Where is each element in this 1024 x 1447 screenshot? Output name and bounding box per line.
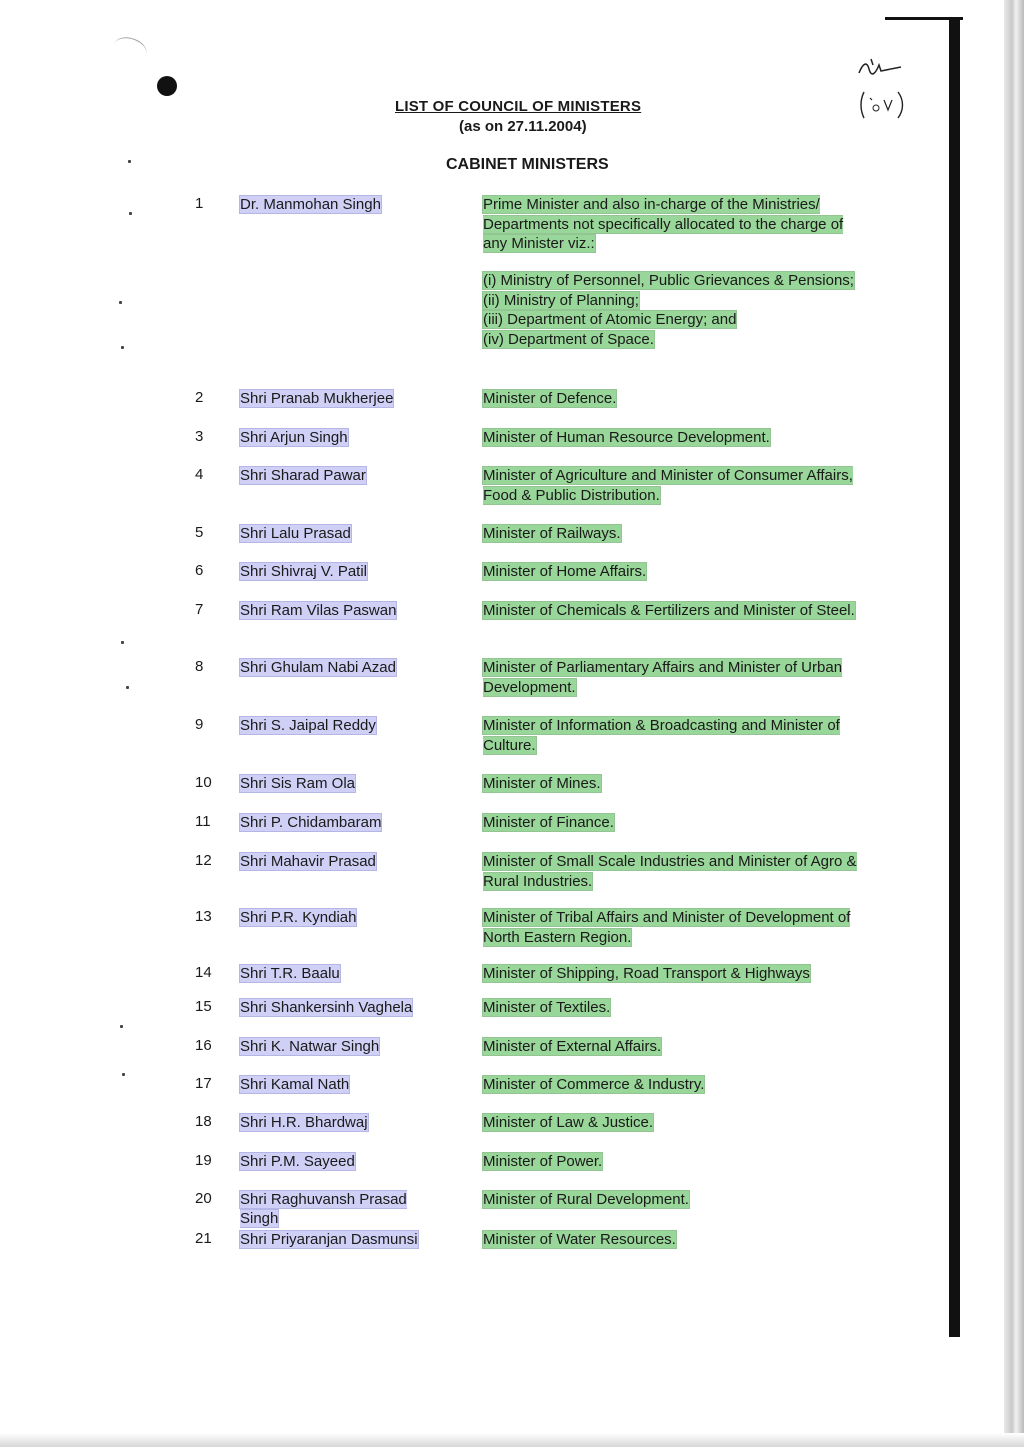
row-number: 11 <box>195 813 211 830</box>
pm-sublist-item: (ii) Ministry of Planning; <box>483 291 639 309</box>
minister-name: Shri Shivraj V. Patil <box>240 563 368 580</box>
minister-portfolio: Minister of Railways. <box>483 525 621 542</box>
minister-name: Shri Pranab Mukherjee <box>240 390 394 407</box>
margin-dot <box>120 1025 123 1028</box>
handwritten-signature <box>855 55 905 80</box>
row-number: 13 <box>195 908 212 925</box>
row-number: 16 <box>195 1037 212 1054</box>
section-heading: CABINET MINISTERS <box>446 156 609 173</box>
minister-portfolio: Minister of Home Affairs. <box>483 563 647 580</box>
document-date: (as on 27.11.2004) <box>459 118 587 135</box>
minister-portfolio: Minister of Shipping, Road Transport & Highways <box>483 965 810 982</box>
row-number: 9 <box>195 716 204 733</box>
punch-hole <box>157 76 177 96</box>
minister-portfolio: Minister of Finance. <box>483 814 614 831</box>
minister-name: Shri P.R. Kyndiah <box>240 909 357 926</box>
minister-portfolio: Minister of Textiles. <box>483 999 611 1016</box>
minister-name: Shri Raghuvansh Prasad Singh <box>240 1191 407 1227</box>
minister-portfolio: Minister of Information & Broadcasting and Minister of Culture. <box>483 717 840 754</box>
minister-name: Shri Priyaranjan Dasmunsi <box>240 1231 418 1248</box>
minister-portfolio: Minister of Water Resources. <box>483 1231 676 1248</box>
minister-portfolio: Minister of Commerce & Industry. <box>483 1076 705 1093</box>
minister-name: Dr. Manmohan Singh <box>240 196 381 213</box>
row-number: 18 <box>195 1113 212 1130</box>
scan-edge-right <box>1004 0 1024 1447</box>
minister-name: Shri T.R. Baalu <box>240 965 340 982</box>
minister-portfolio: Minister of Agriculture and Minister of Consumer Affairs, Food & Public Distribution. <box>483 467 853 504</box>
row-number: 20 <box>195 1190 212 1207</box>
margin-dot <box>119 301 122 304</box>
minister-portfolio: Minister of Law & Justice. <box>483 1114 654 1131</box>
document-title: LIST OF COUNCIL OF MINISTERS <box>395 98 642 115</box>
margin-dot <box>121 346 124 349</box>
row-number: 8 <box>195 658 204 675</box>
row-number: 10 <box>195 774 212 791</box>
row-number: 3 <box>195 428 204 445</box>
minister-portfolio: Minister of Power. <box>483 1153 603 1170</box>
minister-portfolio: Minister of Mines. <box>483 775 601 792</box>
minister-name: Shri Mahavir Prasad <box>240 853 376 870</box>
row-number: 1 <box>195 195 204 212</box>
minister-portfolio: Minister of Defence. <box>483 390 617 407</box>
row-number: 4 <box>195 466 204 483</box>
minister-name: Shri Ram Vilas Paswan <box>240 602 397 619</box>
pm-sublist-item: (iii) Department of Atomic Energy; and <box>483 311 737 328</box>
minister-name: Shri Sharad Pawar <box>240 467 366 484</box>
margin-dot <box>122 1073 125 1076</box>
row-number: 6 <box>195 562 204 579</box>
minister-name: Shri K. Natwar Singh <box>240 1038 380 1055</box>
minister-name: Shri Shankersinh Vaghela <box>240 999 413 1016</box>
row-number: 7 <box>195 601 204 618</box>
scan-edge-bottom <box>0 1433 1024 1447</box>
minister-portfolio: Minister of Small Scale Industries and Minister of Agro & Rural Industries. <box>483 853 857 890</box>
minister-name: Shri Kamal Nath <box>240 1076 350 1093</box>
margin-dot <box>129 212 132 215</box>
pm-sublist-item: (iv) Department of Space. <box>483 330 654 348</box>
minister-name: Shri Arjun Singh <box>240 429 348 446</box>
minister-portfolio: Minister of External Affairs. <box>483 1038 662 1055</box>
row-number: 21 <box>195 1230 212 1247</box>
minister-name: Shri Lalu Prasad <box>240 525 351 542</box>
pm-sublist <box>483 271 863 349</box>
minister-portfolio: Minister of Parliamentary Affairs and Minister of Urban Development. <box>483 659 843 696</box>
minister-portfolio: Prime Minister and also in-charge of the Ministries/ Departments not specifically allocated to the charge of any Minister viz.: <box>483 196 844 252</box>
minister-name: Shri S. Jaipal Reddy <box>240 717 376 734</box>
row-number: 14 <box>195 964 212 981</box>
row-number: 19 <box>195 1152 212 1169</box>
pm-sublist-item: (i) Ministry of Personnel, Public Grievances & Pensions; <box>483 272 854 289</box>
row-number: 12 <box>195 852 212 869</box>
margin-dot <box>126 686 129 689</box>
minister-name: Shri P.M. Sayeed <box>240 1153 355 1170</box>
minister-portfolio: Minister of Rural Development. <box>483 1191 689 1208</box>
minister-name: Shri P. Chidambaram <box>240 814 382 831</box>
minister-portfolio: Minister of Tribal Affairs and Minister of Development of North Eastern Region. <box>483 909 851 946</box>
minister-portfolio: Minister of Human Resource Development. <box>483 429 770 446</box>
minister-portfolio: Minister of Chemicals & Fertilizers and Minister of Steel. <box>483 602 855 619</box>
row-number: 5 <box>195 524 204 541</box>
frame-border-right <box>949 17 960 1337</box>
handwritten-annotation <box>858 88 908 124</box>
row-number: 15 <box>195 998 212 1015</box>
margin-dot <box>121 641 124 644</box>
minister-name: Shri Ghulam Nabi Azad <box>240 659 396 676</box>
row-number: 2 <box>195 389 204 406</box>
minister-name: Shri Sis Ram Ola <box>240 775 356 792</box>
row-number: 17 <box>195 1075 212 1092</box>
margin-dot <box>128 160 131 163</box>
scan-smudge <box>110 33 149 65</box>
minister-name: Shri H.R. Bhardwaj <box>240 1114 368 1131</box>
